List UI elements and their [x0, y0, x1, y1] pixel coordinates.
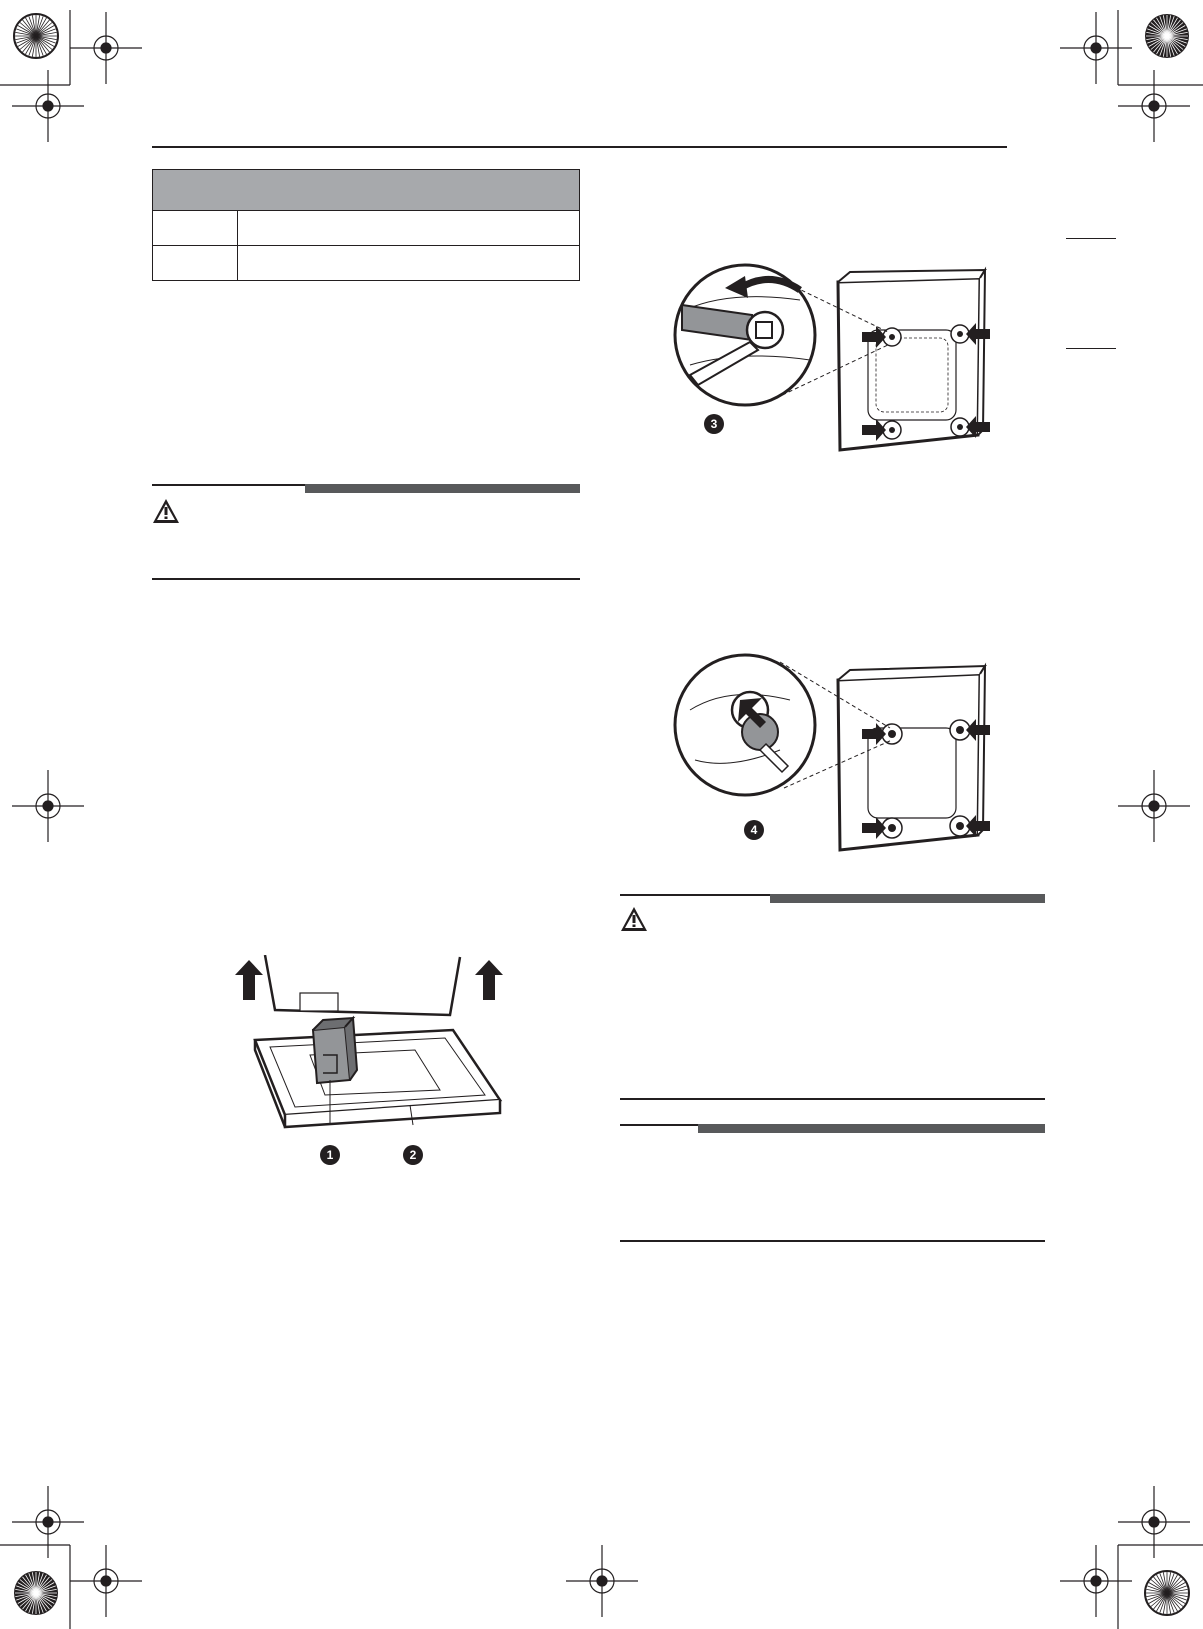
note-header-bar [698, 1124, 1045, 1133]
table-cell [238, 211, 580, 246]
callout-4: 4 [744, 820, 764, 840]
table-cell [153, 211, 238, 246]
side-tab-rule-top [1066, 238, 1116, 239]
warning-header-bar [770, 894, 1045, 903]
hole-cap-figure [670, 640, 1010, 865]
packing-base-figure [215, 955, 515, 1175]
table-row [153, 211, 580, 246]
warning-header-bar [305, 484, 580, 493]
table-cell [153, 246, 238, 281]
wrench-bolt-figure [670, 250, 1010, 470]
table-cell [238, 246, 580, 281]
side-tab-rule-bottom [1066, 348, 1116, 349]
warning-triangle-icon [620, 906, 648, 932]
callout-1: 1 [320, 1145, 340, 1165]
packing-base-icon [255, 1018, 500, 1127]
header-rule [152, 146, 1007, 148]
callout-2: 2 [403, 1145, 423, 1165]
warning-triangle-icon [152, 498, 180, 524]
table-row [153, 246, 580, 281]
spec-table [152, 169, 580, 281]
table-header [153, 170, 580, 211]
callout-3: 3 [704, 414, 724, 434]
